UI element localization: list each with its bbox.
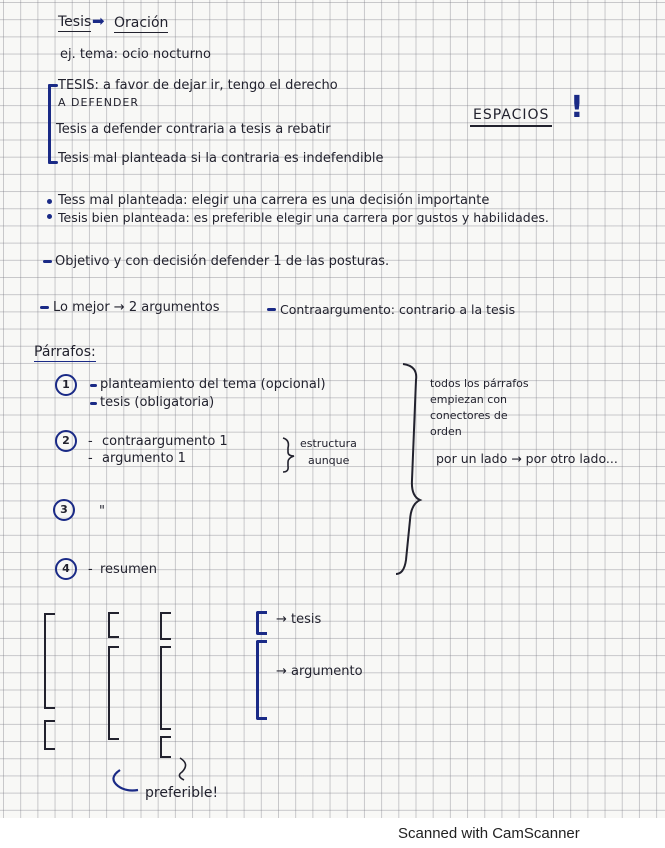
block-line-4: Tesis mal planteada si la contraria es indefendible <box>58 151 384 166</box>
note-line5: por un lado → por otro lado... <box>436 451 618 466</box>
right-brace-icon <box>396 364 420 574</box>
espacios-label: ESPACIOS <box>470 107 552 127</box>
bullet-bien: Tesis bien planteada: es preferible elegir una carrera por gustos y habilidades. <box>58 210 549 225</box>
block-line-2: A DEFENDER <box>58 96 140 109</box>
number-circle-4: 4 <box>55 558 77 580</box>
note-line1: todos los párrafos <box>430 377 529 390</box>
p2-line2: argumento 1 <box>102 451 186 466</box>
curl-icon <box>113 770 138 791</box>
small-brace-icon <box>283 438 294 472</box>
block-line-1: TESIS: a favor de dejar ir, tengo el derecho <box>58 78 338 93</box>
exclamation-icon: ! <box>570 90 584 125</box>
diagram-preferible: preferible! <box>145 785 219 801</box>
p3-ditto: " <box>99 504 105 519</box>
heading-left: Tesis <box>58 14 92 30</box>
bullet-objetivo: Objetivo y con decisión defender 1 de las posturas. <box>55 254 390 269</box>
p2-line1: contraargumento 1 <box>102 434 228 449</box>
p1-line2: tesis (obligatoria) <box>100 395 215 410</box>
p4-dash: - <box>88 562 93 577</box>
p4-line1: resumen <box>100 562 157 577</box>
number-circle-2: 2 <box>55 430 77 452</box>
bullet-contra: Contraargumento: contrario a la tesis <box>280 302 516 317</box>
p2-side1: estructura <box>300 437 357 450</box>
heading-right: Oración <box>114 15 169 31</box>
bullet-mal: Tess mal planteada: elegir una carrera es una decisión importante <box>58 193 490 208</box>
note-line3: conectores de <box>430 409 508 422</box>
note-line2: empiezan con <box>430 393 508 406</box>
bullet-mejor: Lo mejor → 2 argumentos <box>53 300 220 315</box>
diagram-tesis: → tesis <box>276 612 322 627</box>
scanner-watermark: Scanned with CamScanner <box>398 825 580 842</box>
p2-side2: aunque <box>308 454 350 467</box>
parrafos-title: Párrafos: <box>34 344 96 360</box>
number-circle-1: 1 <box>55 374 77 396</box>
p1-line1: planteamiento del tema (opcional) <box>100 377 326 392</box>
number-circle-3: 3 <box>53 499 75 521</box>
note-line4: orden <box>430 425 462 438</box>
curl-icon <box>179 758 185 780</box>
p2-line1-dash: - <box>88 434 93 449</box>
diagram-argumento: → argumento <box>276 664 363 679</box>
arrow-right-icon: ➡ <box>92 12 105 30</box>
p2-line2-dash: - <box>88 451 93 466</box>
example-line: ej. tema: ocio nocturno <box>60 47 211 62</box>
block-line-3: Tesis a defender contraria a tesis a rebatir <box>56 122 331 137</box>
